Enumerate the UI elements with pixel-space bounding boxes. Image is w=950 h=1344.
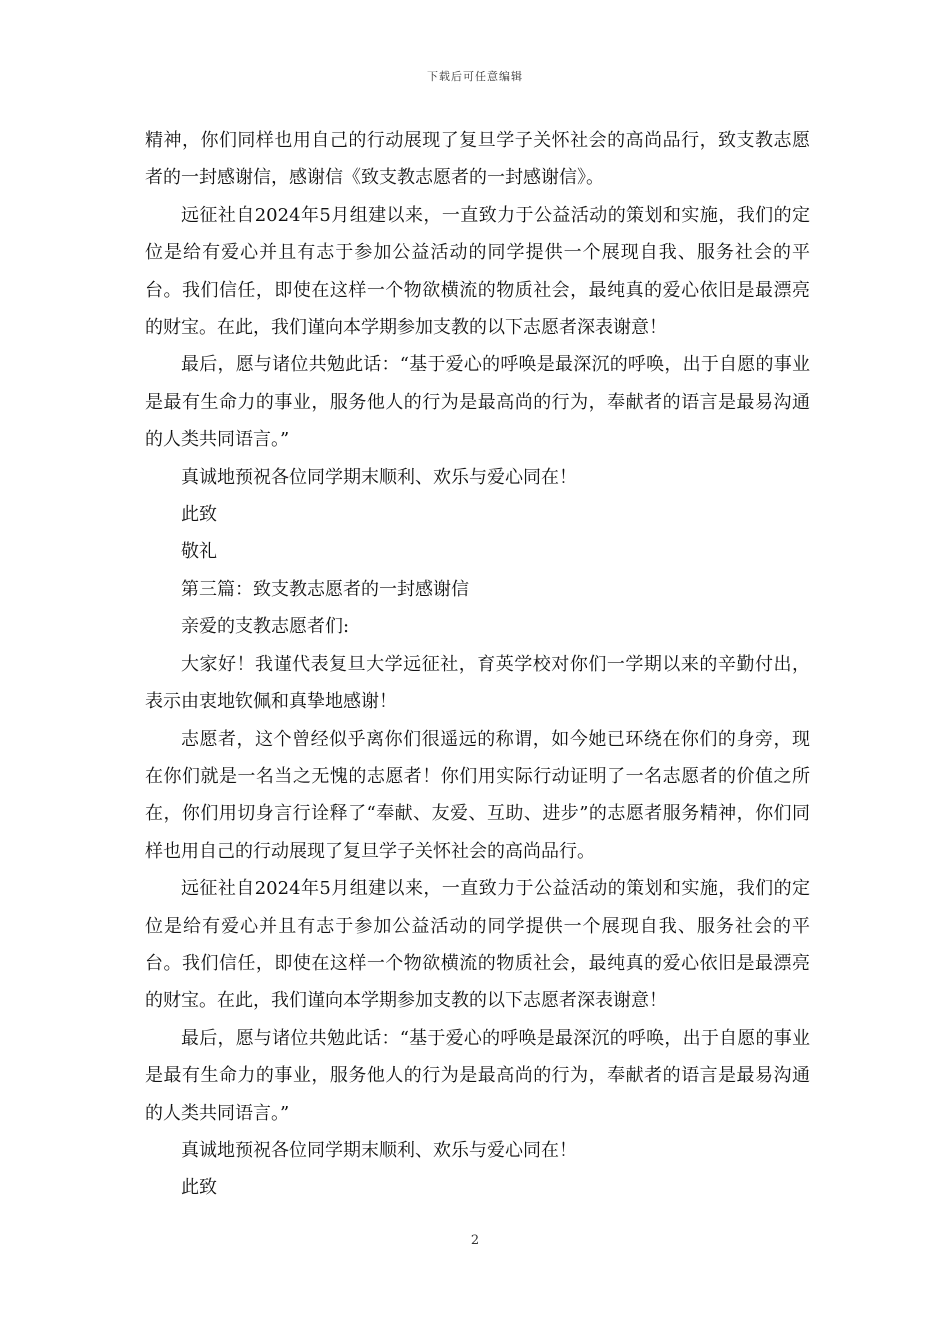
closing-line: 此致: [181, 1177, 217, 1199]
paragraph: 远征社自2024年5月组建以来，一直致力于公益活动的策划和实施，我们的定位是给有爱心并且有志于参加公益活动的同学提供一个展现自我、服务社会的平台。我们信任，即使在这样一个物欲横流的物质社会，最纯真的爱心依旧是最漂亮的财宝。在此，我们谨向本学期参加支教的以下志愿者深表谢意！: [145, 204, 810, 339]
paragraph: 精神，你们同样也用自己的行动展现了复旦学子关怀社会的高尚品行，致支教志愿者的一封感谢信，感谢信《致支教志愿者的一封感谢信》。: [145, 130, 810, 189]
salutation: 亲爱的支教志愿者们:: [181, 616, 350, 638]
paragraph: 真诚地预祝各位同学期末顺利、欢乐与爱心同在！: [181, 466, 577, 488]
paragraph: 大家好！我谨代表复旦大学远征社，育英学校对你们一学期以来的辛勤付出，表示由衷地钦佩和真挚地感谢！: [145, 653, 810, 713]
paragraph: 远征社自2024年5月组建以来，一直致力于公益活动的策划和实施，我们的定位是给有爱心并且有志于参加公益活动的同学提供一个展现自我、服务社会的平台。我们信任，即使在这样一个物欲横流的物质社会，最纯真的爱心依旧是最漂亮的财宝。在此，我们谨向本学期参加支教的以下志愿者深表谢意！: [145, 878, 810, 1012]
page-header: 下载后可任意编辑: [427, 70, 523, 83]
paragraph: 真诚地预祝各位同学期末顺利、欢乐与爱心同在！: [181, 1139, 577, 1161]
section-title: 第三篇：致支教志愿者的一封感谢信: [181, 578, 469, 600]
closing-line: 此致: [181, 504, 217, 526]
document-body: [145, 122, 810, 1207]
paragraph: 最后，愿与诸位共勉此话：“基于爱心的呼唤是最深沉的呼唤，出于自愿的事业是最有生命力的事业，服务他人的行为是最高尚的行为，奉献者的语言是最易沟通的人类共同语言。”: [145, 1027, 810, 1124]
closing-line: 敬礼: [181, 541, 217, 563]
page-number: 2: [470, 1233, 480, 1248]
paragraph: 志愿者，这个曾经似乎离你们很遥远的称谓，如今她已环绕在你们的身旁，现在你们就是一名当之无愧的志愿者！你们用实际行动证明了一名志愿者的价值之所在，你们用切身言行诠释了“奉献、友爱、互助、进步”的志愿者服务精神，你们同样也用自己的行动展现了复旦学子关怀社会的高尚品行。: [145, 728, 810, 862]
paragraph: 最后，愿与诸位共勉此话：“基于爱心的呼唤是最深沉的呼唤，出于自愿的事业是最有生命力的事业，服务他人的行为是最高尚的行为，奉献者的语言是最易沟通的人类共同语言。”: [145, 354, 810, 451]
